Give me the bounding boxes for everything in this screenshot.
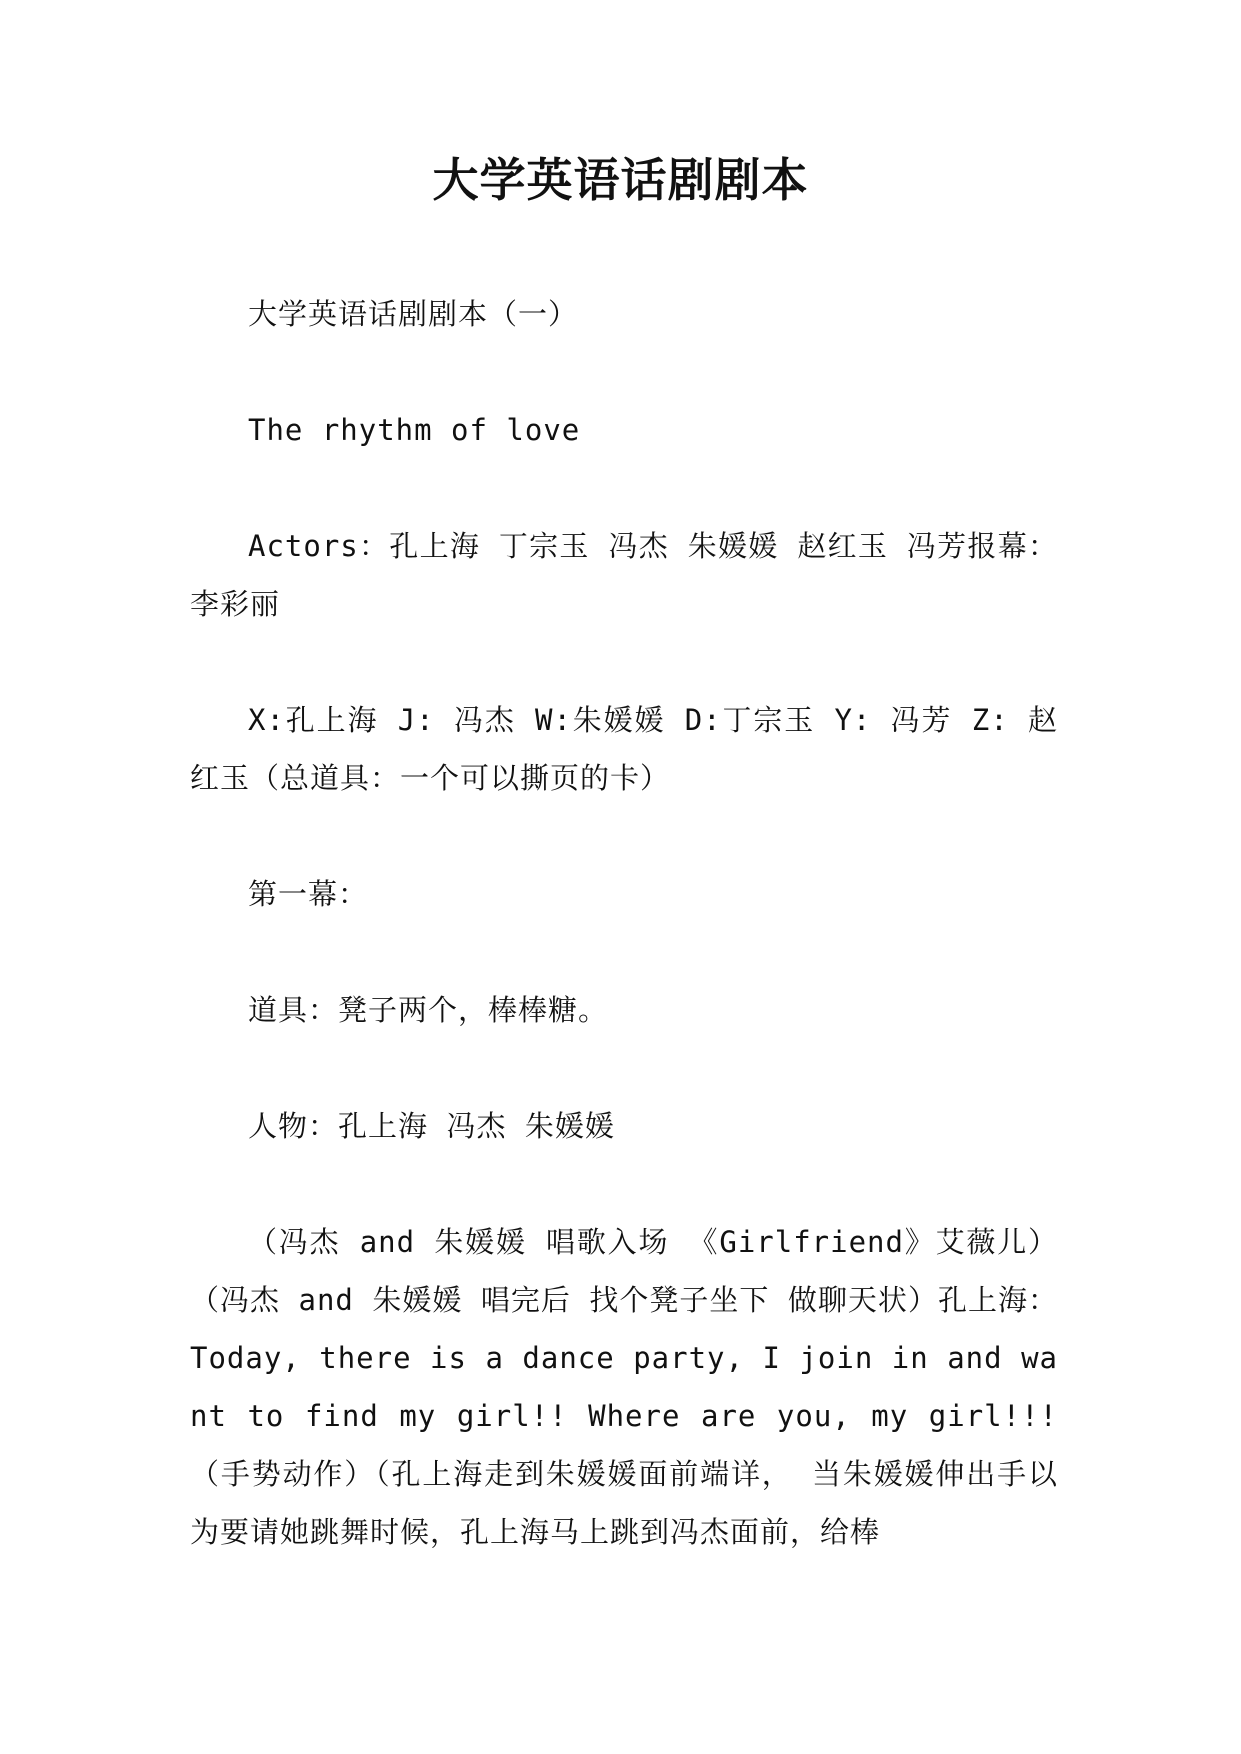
paragraph-props: 道具：凳子两个，棒棒糖。 (248, 993, 609, 1027)
paragraph-role-key: X:孔上海 J: 冯杰 W:朱媛媛 D:丁宗玉 Y: 冯芳 Z: 赵红玉（总道具：一个可以撕页的卡） (190, 703, 1058, 795)
document-title: 大学英语话剧剧本 (432, 153, 809, 207)
paragraph-scene: （冯杰 and 朱媛媛 唱歌入场 《Girlfriend》艾薇儿）（冯杰 and 朱媛媛 唱完后 找个凳子坐下 做聊天状）孔上海： Today, there is a dance party, I join in and want to find my girl!! Where are you, my girl!!!（手势动作）（孔上海走到朱媛媛面前端详， 当朱媛媛伸出手以为要请她跳舞时候，孔上海马上跳到冯杰面前，给棒 (190, 1225, 1058, 1549)
paragraph-act-one: 第一幕： (248, 877, 369, 911)
document-body (190, 285, 1058, 1619)
paragraph-characters: 人物：孔上海 冯杰 朱媛媛 (248, 1109, 615, 1143)
paragraph-actors: Actors：孔上海 丁宗玉 冯杰 朱媛媛 赵红玉 冯芳报幕：李彩丽 (190, 529, 1058, 621)
paragraph-subtitle: 大学英语话剧剧本（一） (248, 297, 579, 331)
paragraph-play-title: The rhythm of love (248, 413, 581, 447)
